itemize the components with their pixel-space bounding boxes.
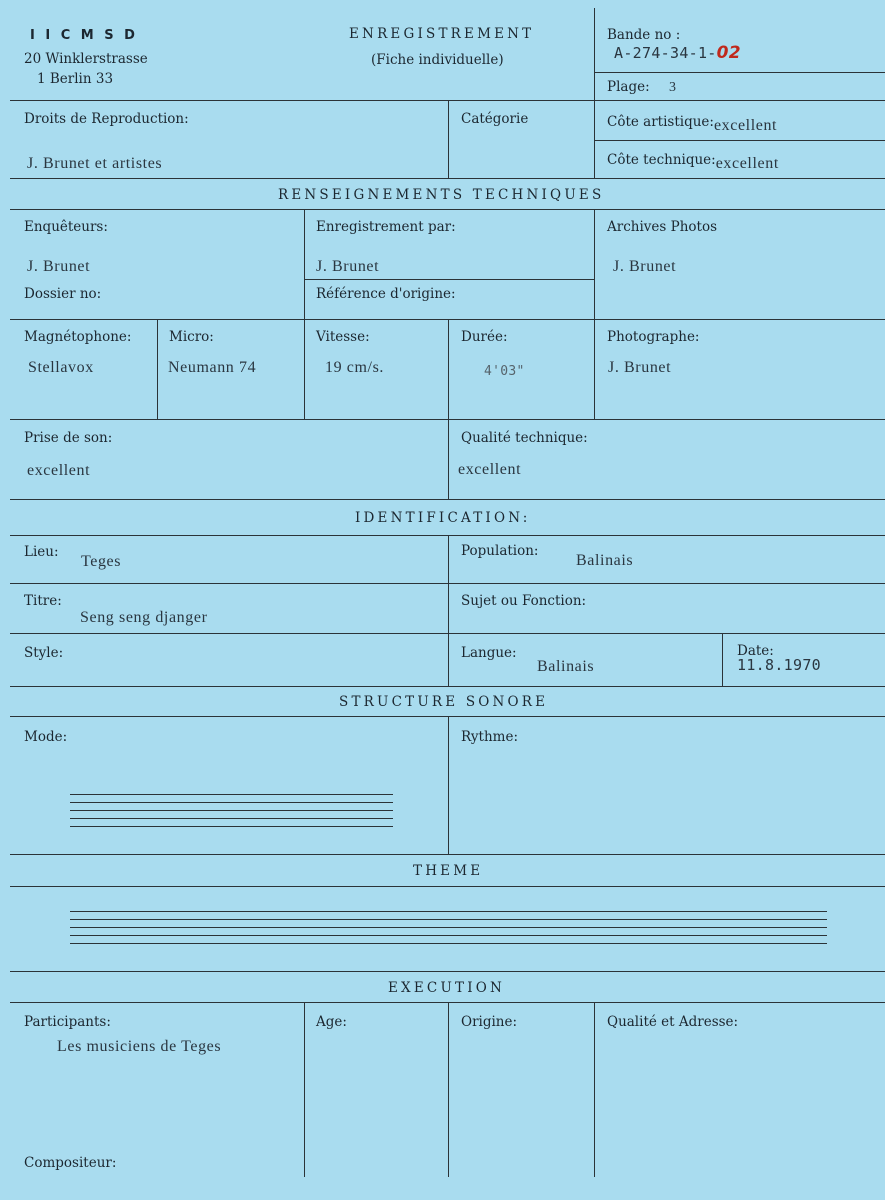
titre-label: Titre: xyxy=(24,593,62,609)
divider xyxy=(594,8,595,101)
photographe-label: Photographe: xyxy=(607,329,700,345)
divider xyxy=(448,716,449,855)
population-value: Balinais xyxy=(576,552,634,569)
cote-artistique-value: excellent xyxy=(713,117,778,134)
prise-de-son-label: Prise de son: xyxy=(24,430,113,446)
mode-label: Mode: xyxy=(24,729,68,745)
section-heading-structure: STRUCTURE SONORE xyxy=(339,694,549,710)
section-heading-execution: EXECUTION xyxy=(388,980,506,996)
date-value: 11.8.1970 xyxy=(737,656,821,674)
divider xyxy=(448,100,449,179)
bande-value xyxy=(614,43,741,63)
vitesse-value: 19 cm/s. xyxy=(325,359,385,376)
duree-value: 4'03" xyxy=(484,364,525,379)
divider xyxy=(722,633,723,687)
magnetophone-value: Stellavox xyxy=(28,359,94,376)
section-heading-identification: IDENTIFICATION: xyxy=(355,510,531,526)
section-heading-theme: THEME xyxy=(413,863,484,879)
vitesse-label: Vitesse: xyxy=(316,329,370,345)
divider xyxy=(10,633,885,634)
age-label: Age: xyxy=(316,1014,347,1030)
categorie-label: Catégorie xyxy=(461,111,529,127)
divider xyxy=(10,971,885,972)
bande-label: Bande no : xyxy=(607,27,681,43)
participants-value: Les musiciens de Teges xyxy=(57,1038,222,1055)
divider xyxy=(448,1002,449,1177)
divider xyxy=(594,72,885,73)
divider xyxy=(594,209,595,420)
cote-technique xyxy=(607,149,779,172)
micro-value: Neumann 74 xyxy=(168,359,257,376)
divider xyxy=(448,319,449,500)
enregistrement-par-value: J. Brunet xyxy=(316,258,380,275)
qualite-technique-label: Qualité technique: xyxy=(461,430,588,446)
date-label: Date: xyxy=(737,643,774,659)
section-heading-renseignements: RENSEIGNEMENTS TECHNIQUES xyxy=(278,187,605,203)
duree-label: Durée: xyxy=(461,329,508,345)
qualite-adresse-label: Qualité et Adresse: xyxy=(607,1014,739,1030)
divider xyxy=(304,279,594,280)
divider xyxy=(594,140,885,141)
page-subtitle: (Fiche individuelle) xyxy=(371,52,504,68)
divider xyxy=(304,209,305,420)
prise-de-son-value: excellent xyxy=(27,462,91,479)
origine-label: Origine: xyxy=(461,1014,518,1030)
participants-label: Participants: xyxy=(24,1014,111,1030)
divider xyxy=(10,209,885,210)
enqueteurs-label: Enquêteurs: xyxy=(24,219,108,235)
divider xyxy=(157,319,158,420)
magnetophone-label: Magnétophone: xyxy=(24,329,132,345)
lieu-label: Lieu: xyxy=(24,544,59,560)
langue-label: Langue: xyxy=(461,645,517,661)
divider xyxy=(448,535,449,687)
cote-technique-value: excellent xyxy=(715,155,779,172)
droits-label: Droits de Reproduction: xyxy=(24,111,189,127)
lieu-value: Teges xyxy=(81,553,122,570)
plage-value: 3 xyxy=(669,80,677,95)
divider xyxy=(304,1002,305,1177)
enregistrement-par-label: Enregistrement par: xyxy=(316,219,456,235)
style-label: Style: xyxy=(24,645,64,661)
cote-artistique xyxy=(607,111,778,134)
titre-value: Seng seng djanger xyxy=(80,609,208,626)
rythme-label: Rythme: xyxy=(461,729,519,745)
divider xyxy=(10,686,885,687)
cote-technique-label: Côte technique: xyxy=(607,152,716,168)
divider xyxy=(10,886,885,887)
cote-artistique-label: Côte artistique: xyxy=(607,114,714,130)
droits-value: J. Brunet et artistes xyxy=(27,155,163,172)
divider xyxy=(10,583,885,584)
page-title: ENREGISTREMENT xyxy=(349,26,535,42)
archives-label: Archives Photos xyxy=(607,219,717,235)
plage-label: Plage: xyxy=(607,79,650,95)
org-street: 20 Winklerstrasse xyxy=(24,51,148,67)
compositeur-label: Compositeur: xyxy=(24,1155,117,1171)
micro-label: Micro: xyxy=(169,329,214,345)
qualite-technique-value: excellent xyxy=(458,461,522,478)
bande-number: A-274-34-1- xyxy=(614,44,717,62)
sujet-label: Sujet ou Fonction: xyxy=(461,593,587,609)
divider xyxy=(10,419,885,420)
population-label: Population: xyxy=(461,543,539,559)
divider xyxy=(594,1002,595,1177)
divider xyxy=(10,499,885,500)
divider xyxy=(10,178,885,179)
org-city: 1 Berlin 33 xyxy=(37,71,114,87)
archives-value: J. Brunet xyxy=(613,258,677,275)
enqueteurs-value: J. Brunet xyxy=(27,258,91,275)
bande-handwritten: 02 xyxy=(716,43,741,63)
divider xyxy=(10,854,885,855)
dossier-label: Dossier no: xyxy=(24,286,102,302)
org-name: I I C M S D xyxy=(30,28,138,43)
langue-value: Balinais xyxy=(537,658,595,675)
reference-label: Référence d'origine: xyxy=(316,286,456,302)
photographe-value: J. Brunet xyxy=(608,359,672,376)
